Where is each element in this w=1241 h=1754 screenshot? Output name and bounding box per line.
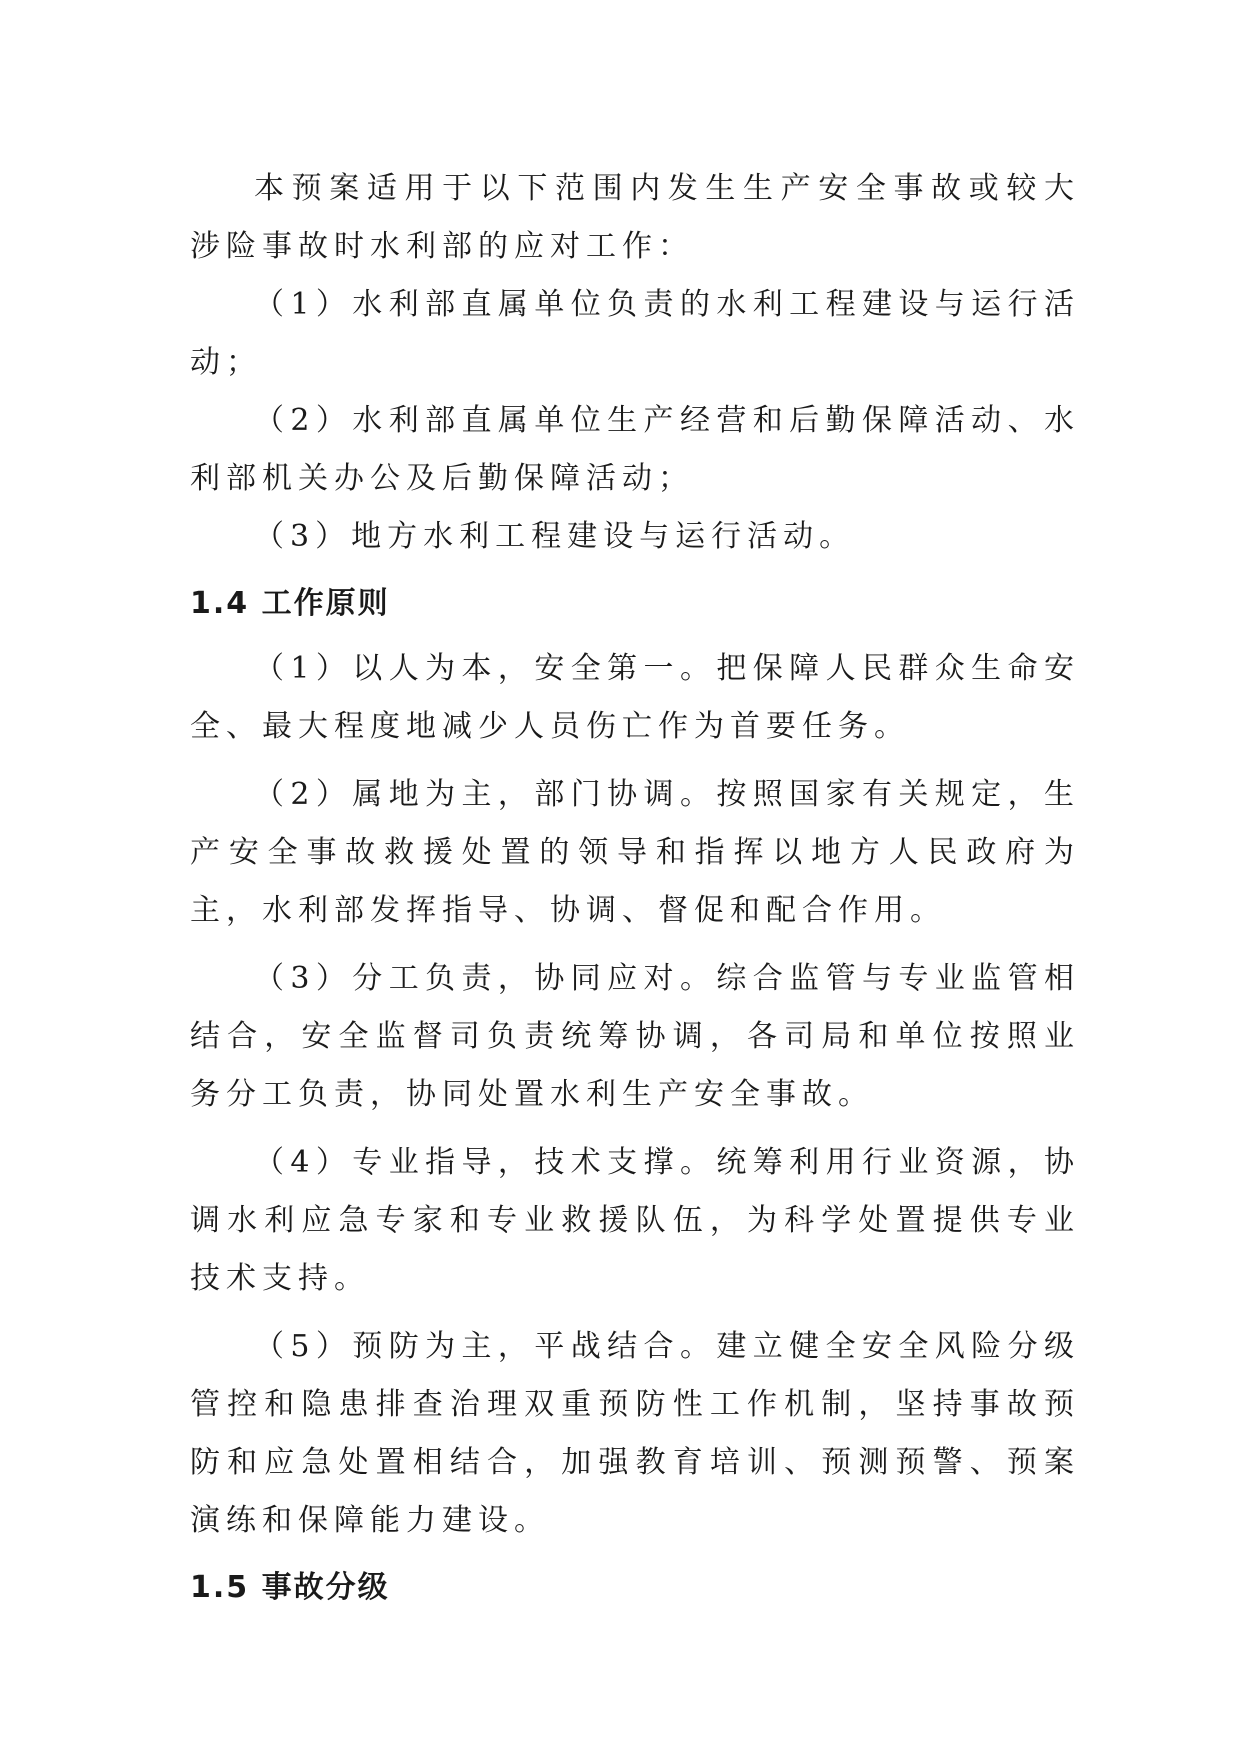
principle-4: （4）专业指导，技术支撑。统筹利用行业资源，协调水利应急专家和专业救援队伍，为科学处置提供专业技术支持。 xyxy=(190,1145,1080,1296)
principle-1: （1）以人为本，安全第一。把保障人民群众生命安全、最大程度地减少人员伤亡作为首要任务。 xyxy=(190,651,1080,744)
document-body xyxy=(190,160,1080,1624)
principle-5: （5）预防为主，平战结合。建立健全安全风险分级管控和隐患排查治理双重预防性工作机制，坚持事故预防和应急处置相结合，加强教育培训、预测预警、预案演练和保障能力建设。 xyxy=(190,1329,1080,1538)
scope-intro-paragraph: 本预案适用于以下范围内发生生产安全事故或较大涉险事故时水利部的应对工作： xyxy=(190,171,1080,264)
scope-item-2: （2）水利部直属单位生产经营和后勤保障活动、水利部机关办公及后勤保障活动； xyxy=(190,403,1080,496)
scope-item-3: （3）地方水利工程建设与运行活动。 xyxy=(254,519,856,554)
scope-item-1: （1）水利部直属单位负责的水利工程建设与运行活动； xyxy=(190,287,1080,380)
principle-2: （2）属地为主，部门协调。按照国家有关规定，生产安全事故救援处置的领导和指挥以地方人民政府为主，水利部发挥指导、协调、督促和配合作用。 xyxy=(190,777,1080,928)
section-1-4-heading: 1.4 工作原则 xyxy=(190,586,390,621)
section-1-5-heading: 1.5 事故分级 xyxy=(190,1570,390,1605)
principle-3: （3）分工负责，协同应对。综合监管与专业监管相结合，安全监督司负责统筹协调，各司局和单位按照业务分工负责，协同处置水利生产安全事故。 xyxy=(190,961,1080,1112)
